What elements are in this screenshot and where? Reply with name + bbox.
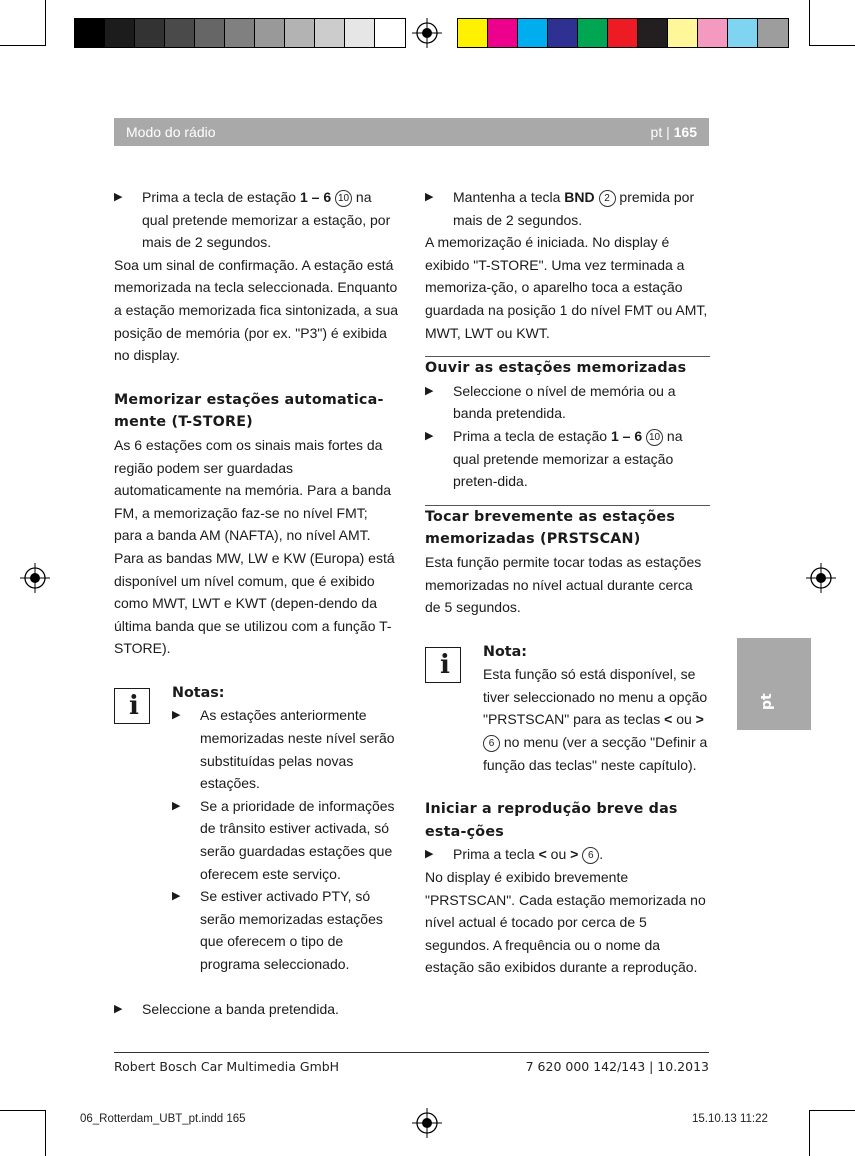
note-box xyxy=(114,682,399,976)
section-title: Modo do rádio xyxy=(126,124,216,140)
slug-filename: 06_Rotterdam_UBT_pt.indd 165 xyxy=(80,1113,246,1125)
registration-mark-icon xyxy=(412,1108,442,1138)
key-number-badge: 2 xyxy=(599,190,616,207)
right-column xyxy=(425,186,710,979)
info-icon: i xyxy=(114,688,150,724)
bullet-arrow-icon: ▶ xyxy=(425,429,434,442)
right-key-icon: > xyxy=(695,711,704,728)
color-swatch xyxy=(758,19,788,47)
color-swatch xyxy=(75,19,105,47)
info-icon: i xyxy=(425,647,461,683)
color-swatch xyxy=(315,19,345,47)
color-swatch xyxy=(458,19,488,47)
process-color-bar xyxy=(457,18,789,48)
paragraph: A memorização é iniciada. No display é exibido "T-STORE". Uma vez terminada a memoriza-ção, o aparelho toca a estação guardada na posição 1 do nível FMT ou AMT, MWT, LWT ou KWT. xyxy=(425,234,708,341)
right-key-icon: > xyxy=(570,846,579,863)
key-number-badge: 6 xyxy=(582,847,599,864)
crop-mark xyxy=(0,1110,46,1111)
section-heading: Memorizar estações automatica-mente (T-STORE) xyxy=(114,391,384,431)
registration-mark-icon xyxy=(412,18,442,48)
color-swatch xyxy=(638,19,668,47)
list-item: ▶ Se a prioridade de informações de trânsito estiver activada, só serão guardadas estações que oferecem este serviço. xyxy=(172,795,399,885)
section-heading: Ouvir as estações memorizadas xyxy=(425,360,687,377)
key-number-badge: 10 xyxy=(646,429,663,446)
crop-mark xyxy=(809,45,855,46)
left-column xyxy=(114,186,399,1020)
crop-mark xyxy=(45,0,46,46)
note-title: Nota: xyxy=(483,643,527,660)
note-title: Notas: xyxy=(172,684,225,701)
page-number: pt | 165 xyxy=(650,124,697,140)
color-swatch xyxy=(608,19,638,47)
list-item: ▶ Se estiver activado PTY, só serão memorizadas estações que oferecem o tipo de programa seleccionado. xyxy=(172,885,399,975)
color-swatch xyxy=(668,19,698,47)
slug-date: 15.10.13 11:22 xyxy=(692,1113,768,1125)
crop-mark xyxy=(809,1110,810,1156)
list-item: ▶ Prima a tecla de estação 1 – 6 10 na qual pretende memorizar a estação, por mais de 2 segundos. xyxy=(114,186,399,254)
list-item: ▶ Prima a tecla < ou > 6 . xyxy=(425,843,710,866)
page-footer xyxy=(114,1052,709,1074)
list-item: ▶ Mantenha a tecla BND 2 premida por mais de 2 segundos. xyxy=(425,186,710,231)
bullet-arrow-icon: ▶ xyxy=(425,191,434,203)
paragraph: No display é exibido brevemente "PRSTSCAN". Cada estação memorizada no nível actual é tocado por cerca de 5 segundos. A frequência ou o nome da estação são exibidos durante a reprodução. xyxy=(425,869,706,976)
color-swatch xyxy=(488,19,518,47)
color-swatch xyxy=(728,19,758,47)
color-swatch xyxy=(548,19,578,47)
color-swatch xyxy=(375,19,405,47)
section-heading: Tocar brevemente as estações memorizadas (PRSTSCAN) xyxy=(425,508,676,548)
crop-mark xyxy=(809,0,810,46)
note-box xyxy=(425,641,710,777)
color-swatch xyxy=(518,19,548,47)
bullet-arrow-icon: ▶ xyxy=(172,799,181,812)
color-swatch xyxy=(345,19,375,47)
color-swatch xyxy=(255,19,285,47)
language-tab: pt xyxy=(737,638,811,730)
color-swatch xyxy=(135,19,165,47)
left-key-icon: < xyxy=(664,711,673,728)
section-heading: Iniciar a reprodução breve das esta-ções xyxy=(425,801,678,840)
bullet-arrow-icon: ▶ xyxy=(172,709,181,722)
crop-mark xyxy=(0,45,46,46)
bullet-arrow-icon: ▶ xyxy=(114,1002,123,1015)
color-swatch xyxy=(105,19,135,47)
color-swatch xyxy=(285,19,315,47)
registration-mark-icon xyxy=(806,563,836,593)
paragraph: Esta função permite tocar todas as estações memorizadas no nível actual durante cerca de 5 segundos. xyxy=(425,553,702,616)
crop-mark xyxy=(809,1110,855,1111)
list-item: ▶ As estações anteriormente memorizadas neste nível serão substituídas pelas novas estações. xyxy=(172,704,399,794)
gray-color-bar xyxy=(74,18,406,48)
color-swatch xyxy=(578,19,608,47)
list-item: ▶ Seleccione a banda pretendida. xyxy=(114,998,399,1021)
left-key-icon: < xyxy=(538,846,547,863)
page-header xyxy=(114,118,709,146)
bullet-arrow-icon: ▶ xyxy=(172,890,181,903)
key-number-badge: 6 xyxy=(483,735,500,752)
bullet-arrow-icon: ▶ xyxy=(114,191,123,203)
company-name: Robert Bosch Car Multimedia GmbH xyxy=(114,1059,340,1074)
paragraph: As 6 estações com os sinais mais fortes da região podem ser guardadas automaticamente na memória. Para a banda FM, a memorização faz-se no nível FMT; para a banda AM (NAFTA), no nível AMT. Para as bandas MW, LW e KW (Europa) está disponível um nível comum, que é exibido como MWT, LWT e KWT (depen-dendo da última banda que se utilizou com a função T-STORE). xyxy=(114,436,395,657)
paragraph: Soa um sinal de confirmação. A estação está memorizada na tecla seleccionada. Enquanto a estação memorizada fica sintonizada, a sua posição de memória (por ex. "P3") é exibida no display. xyxy=(114,256,399,364)
list-item: ▶ Seleccione o nível de memória ou a banda pretendida. xyxy=(425,380,710,425)
color-swatch xyxy=(225,19,255,47)
registration-mark-icon xyxy=(20,563,50,593)
document-number: 7 620 000 142/143 | 10.2013 xyxy=(525,1059,709,1074)
crop-mark xyxy=(45,1110,46,1156)
color-swatch xyxy=(195,19,225,47)
list-item: ▶ Prima a tecla de estação 1 – 6 10 na qual pretende memorizar a estação preten-dida. xyxy=(425,425,710,493)
key-number-badge: 10 xyxy=(335,190,352,207)
note-text: Esta função só está disponível, se tiver seleccionado no menu a opção "PRSTSCAN" para as teclas < ou > 6 no menu (ver a secção "Definir a função das teclas" neste capítulo). xyxy=(483,666,708,773)
bullet-arrow-icon: ▶ xyxy=(425,384,434,397)
color-swatch xyxy=(165,19,195,47)
color-swatch xyxy=(698,19,728,47)
bullet-arrow-icon: ▶ xyxy=(425,848,434,861)
